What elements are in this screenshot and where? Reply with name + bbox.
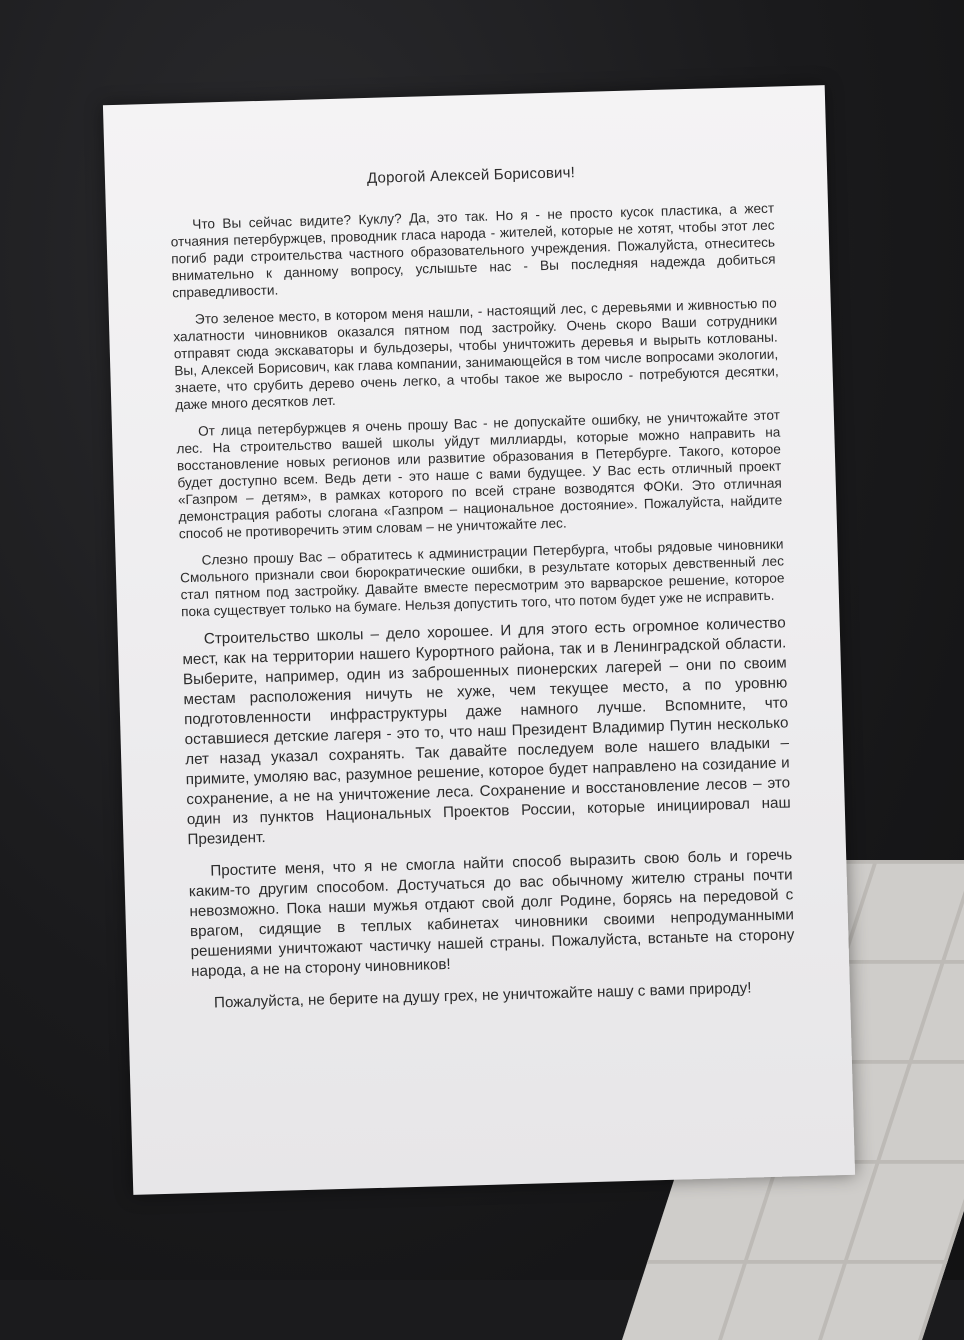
letter-paragraph-3: От лица петербуржцев я очень прошу Вас - не допускайте ошибку, не уничтожайте этот лес. На строительство вашей школы уйдут миллиарды, которые можно направить на восстановление новых регионов или развитие образования в Петербурге. Такого, которое будет доступно всем. Ведь дети - это наше с вами будущее. У Вас есть отличный проект «Газпром – детям», в рамках которого по всей стране возводятся ФОКи. Это отличная демонстрация работы слогана «Газпром – национальное достояние». Пожалуйста, найдите способ не противоречить этим словам – не уничтожайте лес. [176, 407, 783, 542]
letter-paragraph-5: Строительство школы – дело хорошее. И для этого есть огромное количество мест, как на территории нашего Курортного района, так и в Ленинградской области. Выберите, например, один из заброшенных пионерских лагерей – они по своим местам расположения ничуть не хуже, чем текущее место, а по уровню подготовленности инфраструктуры даже намного лучше. Вспомните, что оставшиеся детские лагеря - это то, что наш Президент Владимир Путин несколько лет назад указал сохранять. Так давайте последуем воле нашего владыки – примите, умоляю вас, разумное решение, которое будет направлено на созидание и сохранение, а не на уничтожение леса. Сохранение и восстановление лесов – это один из пунктов Национальных Проектов России, которые инициировал наш Президент. [182, 614, 791, 849]
letter-body [169, 159, 796, 1025]
letter-sheet [103, 85, 855, 1195]
letter-salutation: Дорогой Алексей Борисович! [366, 164, 576, 187]
letter-paragraph-2: Это зеленое место, в котором меня нашли, - настоящий лес, с деревьями и живностью по халатности чиновников оказался пятном под застройку. Очень скоро Ваши сотрудники отправят сюда экскаваторы и бульдозеры, чтобы уничтожить деревья и вырыть котлованы. Вы, Алексей Борисович, как глава компании, занимающейся в том числе вопросами экологии, знаете, что срубить дерево очень легко, а чтобы такое же выросло - потребуются десятки, даже много десятков лет. [173, 295, 779, 413]
letter-paragraph-1: Что Вы сейчас видите? Куклу? Да, это так. Но я - не просто кусок пластика, а жест отчаяния петербуржцев, проводник гласа народа - жителей, которые не хотят, чтобы этот лес погиб ради строительства частного образовательного учреждения. Пожалуйста, отнеситесь внимательно к данному вопросу, услышьте нас - Вы последняя надежда добиться справедливости. [170, 200, 776, 301]
letter-closing: Пожалуйста, не берите на душу грех, не уничтожайте нашу с вами природу! [213, 979, 752, 1012]
letter-paragraph-4: Слезно прошу Вас – обратитесь к администрации Петербурга, чтобы рядовые чиновники Смольного признали свои бюрократические ошибки, в результате которых девственный лес стал пятном под застройку. Давайте вместе пересмотрим это варварское решение, которое пока существует только на бумаге. Нельзя допустить того, что потом будет уже не исправить. [179, 536, 785, 620]
letter-paragraph-6: Простите меня, что я не смогла найти способ выразить свою боль и горечь каким-то другим способом. Достучаться до вас обычному жителю страны почти невозможно. Пока наши мужья отдают свой долг Родине, борясь на передовой с врагом, сидящие в теплых кабинетах чиновники своими непродуманными решениями уничтожают частичку нашей страны. Пожалуйста, встаньте на сторону народа, а не на сторону чиновников! [188, 846, 795, 981]
